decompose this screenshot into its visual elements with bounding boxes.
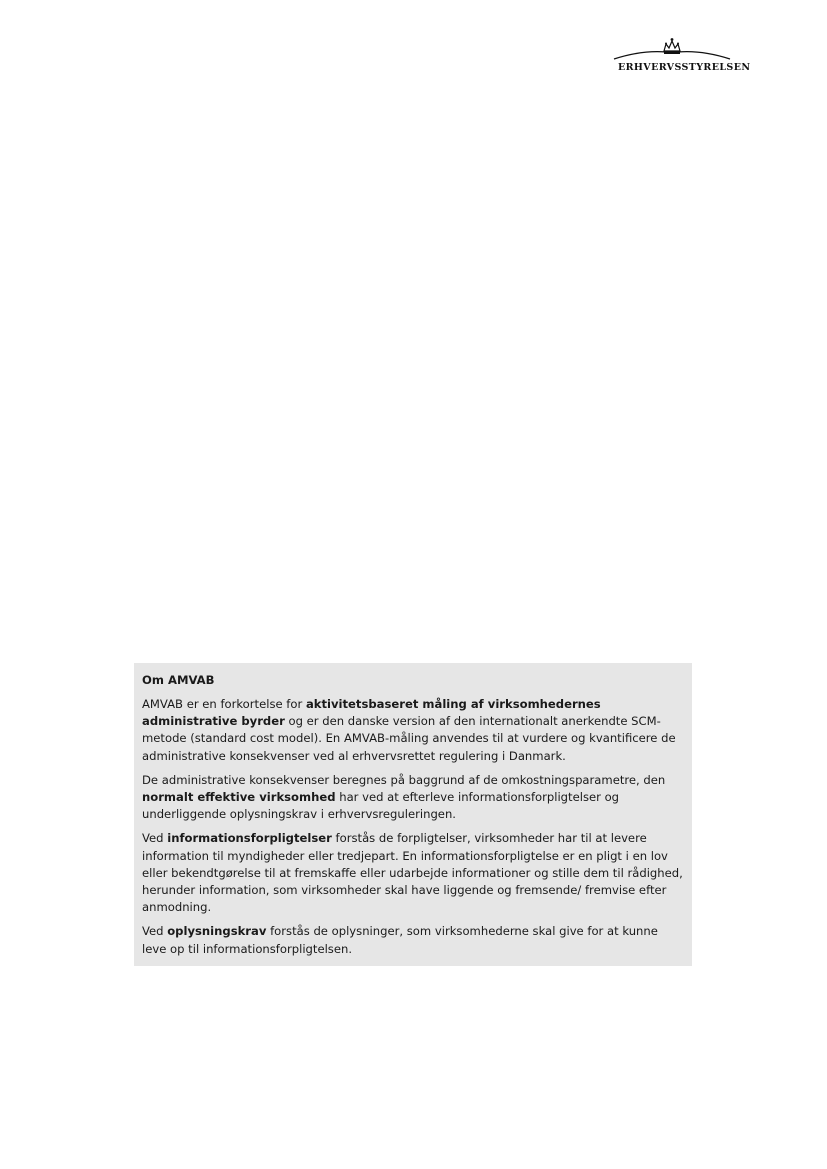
info-box-title: Om AMVAB <box>142 673 215 687</box>
p2-text-1: De administrative konsekvenser beregnes på baggrund af de omkostningsparametre, den <box>142 772 666 787</box>
p4-text-2: forstås de oplysninger, som virksomhederne skal give for at kunne leve op til informationsforpligtelsen. <box>142 924 658 956</box>
paragraph-information-requirements <box>142 923 684 957</box>
p1-text-2: og er den danske version af den internationalt anerkendte SCM-metode (standard cost model). En AMVAB-måling anvendes til at vurdere og kvantificere de administrative konsekvenser ved al erhvervsrettet regulering i Danmark. <box>142 714 676 763</box>
p2-bold-1: normalt effektive virksomhed <box>142 790 336 805</box>
p3-text-2: forstås de forpligtelser, virksomheder har til at levere information til myndigheder eller tredjepart. En informationsforpligtelse er en pligt i en lov eller bekendtgørelse til at fremskaffe eller udarbejde informationer og stille dem til rådighed, herunder information, som virksomheder skal have liggende og fremsende/ fremvise efter anmodning. <box>142 831 683 915</box>
logo-text: ERHVERVSSTYRELSEN <box>618 62 751 73</box>
p4-bold-1: oplysningskrav <box>167 924 267 939</box>
erhvervsstyrelsen-logo <box>612 36 751 78</box>
p3-text-1: Ved <box>142 831 168 846</box>
p2-text-2: har ved at efterleve informationsforpligtelser og underliggende oplysningskrav i erhvervsreguleringen. <box>142 790 620 822</box>
paragraph-information-obligations <box>142 830 684 916</box>
p1-bold-1: aktivitetsbaseret måling af virksomhedernes administrative byrder <box>142 697 601 729</box>
amvab-info-box <box>134 663 692 966</box>
paragraph-amvab-definition <box>142 696 684 765</box>
p4-text-1: Ved <box>142 924 168 939</box>
crown-icon <box>612 36 732 64</box>
paragraph-consequences <box>142 772 684 824</box>
p3-bold-1: informationsforpligtelser <box>167 831 332 846</box>
p1-text-1: AMVAB er en forkortelse for <box>142 697 306 711</box>
